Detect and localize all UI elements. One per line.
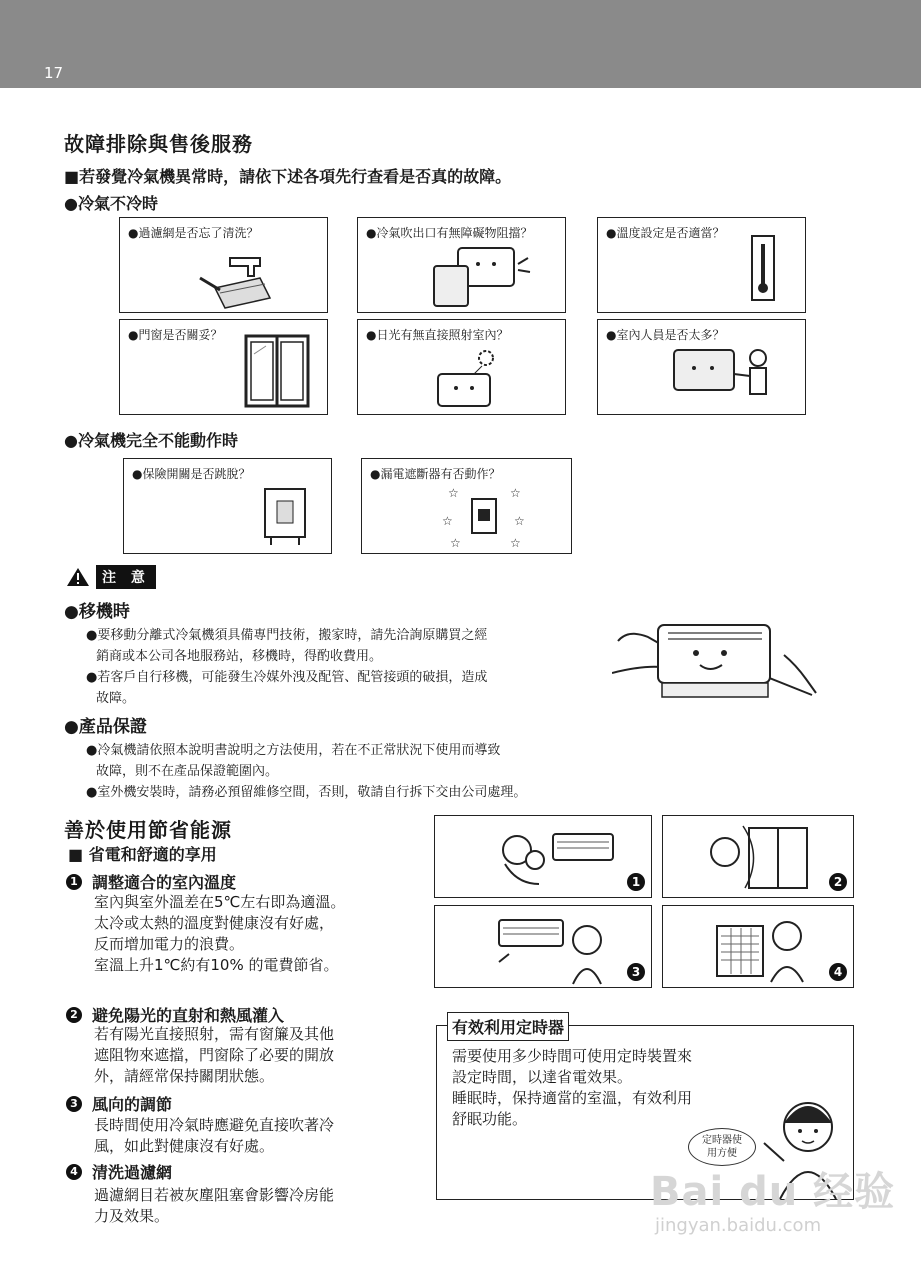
- picture-number-badge: 1: [627, 873, 645, 891]
- check-label: ●過濾網是否忘了清洗？: [128, 226, 259, 240]
- intro-text: ■若發覺冷氣機異常時，請依下述各項先行查看是否真的故障。: [64, 167, 512, 186]
- moving-line: ●要移動分離式冷氣機須具備專門技術，搬家時，請先洽詢原購買之經: [86, 628, 488, 643]
- window-icon: [244, 334, 310, 408]
- timer-line: 設定時間，以達省電效果。: [452, 1068, 633, 1086]
- moving-heading: ●移機時: [64, 602, 130, 622]
- timer-line: 需要使用多少時間可使用定時裝置來: [452, 1047, 693, 1065]
- check-people-box: [597, 319, 806, 415]
- warranty-heading: ●產品保證: [64, 717, 147, 737]
- caution-badge: 注 意: [96, 565, 156, 589]
- faucet-filter-icon: [190, 248, 290, 310]
- moving-ac-illustration: [612, 615, 822, 710]
- tip-line: 長時間使用冷氣時應避免直接吹著冷: [94, 1116, 335, 1134]
- svg-text:☆: ☆: [514, 514, 525, 528]
- picture-number-badge: 2: [829, 873, 847, 891]
- warranty-line: ●冷氣機請依照本說明書說明之方法使用，若在不正常狀況下使用而導致: [86, 743, 501, 758]
- check-leakage-breaker-box: [361, 458, 572, 554]
- check-label: ●溫度設定是否適當？: [606, 226, 725, 240]
- tip-line: 室溫上升1℃約有10% 的電費節省。: [94, 956, 339, 974]
- ac-airflow-person-icon: [485, 914, 625, 986]
- check-door-window-box: [119, 319, 328, 415]
- baidu-watermark-logo: Bai du 经验: [650, 1169, 896, 1215]
- tip-number-badge: 3: [66, 1096, 82, 1112]
- tip-line: 若有陽光直接照射，需有窗簾及其他: [94, 1025, 335, 1043]
- bubble-line: 用方便: [707, 1148, 737, 1159]
- moving-line: 故障。: [96, 691, 136, 706]
- energy-picture-4: [662, 905, 854, 988]
- filter-cleaning-icon: [707, 912, 817, 984]
- tip-number-badge: 1: [66, 874, 82, 890]
- timer-panel-title: 有效利用定時器: [447, 1012, 569, 1041]
- moving-line: 銷商或本公司各地服務站，移機時，得酌收費用。: [96, 649, 383, 664]
- page-number: 17: [44, 64, 64, 82]
- tip-heading-row: [66, 870, 236, 893]
- header-bar: [0, 0, 921, 88]
- check-label: ●冷氣吹出口有無障礙物阻擋？: [366, 226, 533, 240]
- mother-child-ac-icon: [495, 824, 615, 892]
- tip-line: 過濾網目若被灰塵阻塞會影響冷房能: [94, 1186, 335, 1204]
- check-temperature-box: [597, 217, 806, 313]
- energy-picture-3: [434, 905, 652, 988]
- section-title-energy: 善於使用節省能源: [64, 818, 232, 842]
- tip-heading-row: [66, 1160, 172, 1183]
- tip-line: 反而增加電力的浪費。: [94, 935, 245, 953]
- leakage-breaker-icon: [436, 481, 532, 551]
- check-breaker-box: [123, 458, 332, 554]
- check-label: ●保險開關是否跳脫？: [132, 467, 251, 481]
- ac-with-people-icon: [668, 344, 788, 412]
- tip-number-badge: 2: [66, 1007, 82, 1023]
- tip-line: 遮阻物來遮擋，門窗除了必要的開放: [94, 1046, 335, 1064]
- check-outlet-box: [357, 217, 566, 313]
- tip-number-badge: 4: [66, 1164, 82, 1180]
- warning-triangle-icon: [66, 567, 90, 587]
- svg-text:☆: ☆: [448, 486, 459, 500]
- svg-text:☆: ☆: [510, 486, 521, 500]
- check-label: ●日光有無直接照射室內？: [366, 328, 509, 342]
- warranty-line: 故障，則不在產品保證範圍內。: [96, 764, 279, 779]
- curtain-window-icon: [703, 822, 813, 894]
- tip-heading: 避免陽光的直射和熱風灌入: [92, 1006, 285, 1025]
- tip-heading-row: [66, 1092, 172, 1115]
- energy-picture-1: [434, 815, 652, 898]
- bubble-line: 定時器使: [702, 1135, 742, 1146]
- tip-line: 力及效果。: [94, 1207, 170, 1225]
- moving-line: ●若客戶自行移機，可能發生冷媒外洩及配管、配管接頭的破損，造成: [86, 670, 488, 685]
- check-label: ●門窗是否關妥？: [128, 328, 223, 342]
- fuse-box-icon: [259, 483, 315, 547]
- not-cooling-heading: ●冷氣不冷時: [64, 194, 158, 213]
- tip-heading: 風向的調節: [92, 1095, 173, 1114]
- svg-text:☆: ☆: [442, 514, 453, 528]
- picture-number-badge: 3: [627, 963, 645, 981]
- baidu-watermark-url: jingyan.baidu.com: [655, 1215, 822, 1236]
- ac-unit-blocked-icon: [428, 244, 538, 310]
- tip-heading: 調整適合的室內溫度: [92, 873, 237, 892]
- check-sunlight-box: [357, 319, 566, 415]
- tip-line: 外，請經常保持關閉狀態。: [94, 1067, 275, 1085]
- energy-picture-2: [662, 815, 854, 898]
- tip-line: 太冷或太熱的溫度對健康沒有好處，: [94, 914, 335, 932]
- not-working-heading: ●冷氣機完全不能動作時: [64, 431, 238, 450]
- tip-heading: 清洗過濾網: [92, 1163, 173, 1182]
- check-label: ●漏電遮斷器有否動作？: [370, 467, 501, 481]
- thermometer-icon: [748, 234, 778, 304]
- sun-ac-icon: [418, 346, 518, 412]
- timer-line: 睡眠時，保持適當的室溫，有效利用: [452, 1089, 693, 1107]
- tip-line: 風，如此對健康沒有好處。: [94, 1137, 275, 1155]
- svg-text:☆: ☆: [510, 536, 521, 550]
- picture-number-badge: 4: [829, 963, 847, 981]
- section-title-troubleshooting: 故障排除與售後服務: [64, 132, 253, 156]
- tip-heading-row: [66, 1003, 284, 1026]
- check-filter-box: [119, 217, 328, 313]
- timer-line: 舒眠功能。: [452, 1110, 528, 1128]
- warranty-line: ●室外機安裝時，請務必預留維修空間，否則，敬請自行拆下交由公司處理。: [86, 785, 527, 800]
- tip-line: 室內與室外溫差在5℃左右即為適溫。: [94, 893, 346, 911]
- check-label: ●室內人員是否太多？: [606, 328, 725, 342]
- svg-text:☆: ☆: [450, 536, 461, 550]
- energy-subtitle: ■ 省電和舒適的享用: [68, 845, 217, 864]
